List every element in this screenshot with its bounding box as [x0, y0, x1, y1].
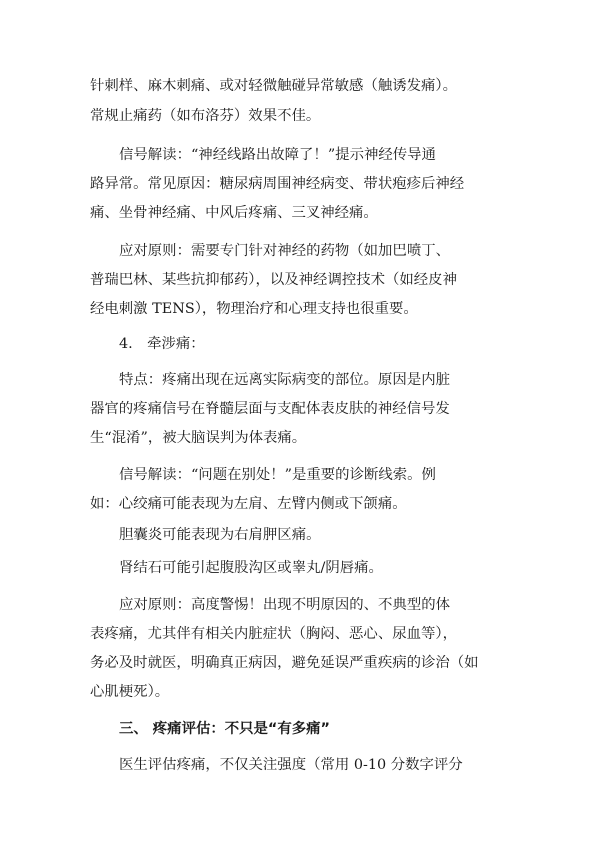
paragraph-line: 胆囊炎可能表现为右肩胛区痛。 [119, 527, 321, 543]
paragraph-line: 应对原则：高度警惕！出现不明原因的、不典型的体 [119, 597, 450, 613]
section-heading: 三、 疼痛评估：不只是“有多痛” [119, 721, 331, 737]
paragraph-line: 表疼痛，尤其伴有相关内脏症状（胸闷、恶心、尿血等）， [90, 626, 457, 642]
paragraph-line: 医生评估疼痛，不仅关注强度（常用 0-10 分数字评分 [119, 757, 463, 773]
paragraph-line: 信号解读：“问题在别处！”是重要的诊断线索。例 [119, 467, 436, 483]
paragraph-line: 生“混淆”，被大脑误判为体表痛。 [90, 430, 307, 446]
paragraph-line: 特点：疼痛出现在远离实际病变的部位。原因是内脏 [119, 372, 450, 388]
paragraph-line: 务必及时就医，明确真正病因，避免延误严重疾病的诊治（如 [90, 655, 479, 671]
paragraph-line: 经电刺激 TENS），物理治疗和心理支持也很重要。 [90, 301, 418, 317]
paragraph-line: 应对原则：需要专门针对神经的药物（如加巴喷丁、 [119, 243, 450, 259]
paragraph-line: 心肌梗死）。 [90, 684, 170, 700]
paragraph-line: 信号解读：“神经线路出故障了！”提示神经传导通 [119, 147, 436, 163]
paragraph-line: 肾结石可能引起腹股沟区或睾丸/阴唇痛。 [119, 560, 383, 576]
paragraph-line: 路异常。常见原因：糖尿病周围神经病变、带状疱疹后神经 [90, 176, 465, 192]
paragraph-line: 常规止痛药（如布洛芬）效果不佳。 [90, 108, 321, 124]
paragraph-line: 普瑞巴林、某些抗抑郁药），以及神经调控技术（如经皮神 [90, 272, 457, 288]
paragraph-line: 器官的疼痛信号在脊髓层面与支配体表皮肤的神经信号发 [90, 401, 450, 417]
paragraph-line: 针刺样、麻木刺痛、或对轻微触碰异常敏感（触诱发痛）。 [90, 78, 457, 94]
paragraph-line: 如：心绞痛可能表现为左肩、左臂内侧或下颌痛。 [90, 496, 407, 512]
paragraph-line: 痛、坐骨神经痛、中风后疼痛、三叉神经痛。 [90, 205, 378, 221]
paragraph-line: 4. 牵涉痛： [119, 336, 205, 352]
